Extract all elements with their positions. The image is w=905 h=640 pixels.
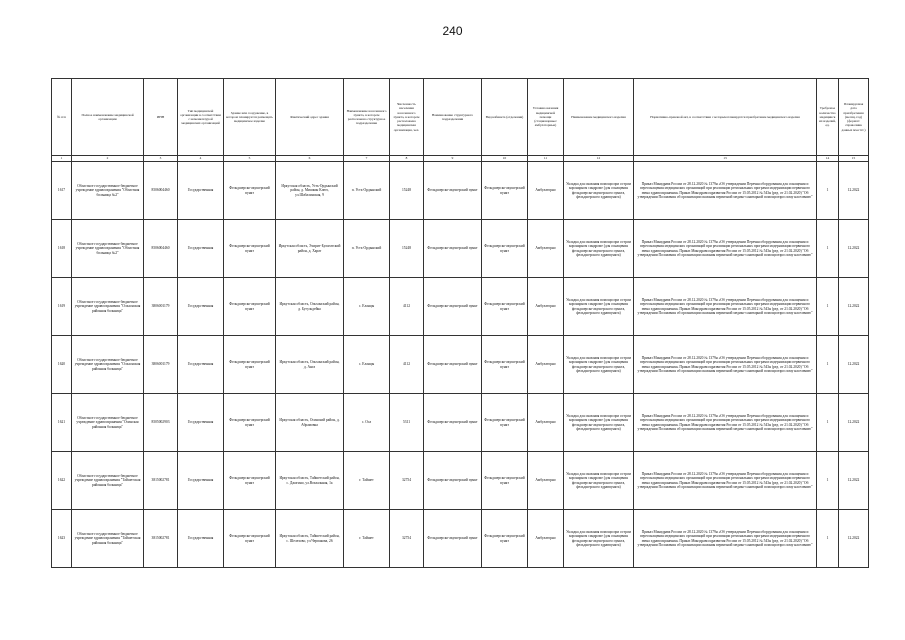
population: 4112 bbox=[390, 336, 424, 394]
row-number: 1619 bbox=[52, 278, 72, 336]
structural-unit: Фельдшерско-акушерский пункт bbox=[424, 510, 482, 568]
structural-unit: Фельдшерско-акушерский пункт bbox=[424, 220, 482, 278]
regulation: Приказ Минздрава России от 28.12.2020 № 1379н «Об утверждении Перечня оборудования для оснащения и переоснащения медицинских организаций при реализации региональных программ модернизации первичного звена здравоохранения» Приказ Минздравсоцразвития России от 15.05.2012 № 543н (ред. от 21.02.2020) "Об утверждении Положения об организации оказания первичной медико-санитарной помощи взрослому населению" bbox=[634, 278, 817, 336]
header-cell: Вид кабинета (отделения) bbox=[482, 79, 528, 156]
inn: 8506004460 bbox=[144, 162, 178, 220]
organization-name: Областное государственное бюджетное учреждение здравоохранения "Областная больница №2" bbox=[72, 220, 144, 278]
address: Иркутская область, Эхирит-Булагатский район, д. Харат bbox=[276, 220, 344, 278]
inn: 3806001179 bbox=[144, 336, 178, 394]
table-header-row bbox=[52, 79, 869, 156]
structural-unit: Фельдшерско-акушерский пункт bbox=[424, 162, 482, 220]
table-row bbox=[52, 162, 869, 220]
organization-name: Областное государственное бюджетное учреждение здравоохранения "Ольхонская районная больница" bbox=[72, 336, 144, 394]
header-cell: Тип медицинской организации в соответствии с номенклатурой медицинских организаций bbox=[178, 79, 224, 156]
cabinet-type: Фельдшерско-акушерский пункт bbox=[482, 452, 528, 510]
row-number: 1617 bbox=[52, 162, 72, 220]
structural-unit: Фельдшерско-акушерский пункт bbox=[424, 452, 482, 510]
locality: п. Усть-Ордынский bbox=[344, 162, 390, 220]
column-number: 3 bbox=[144, 156, 178, 162]
row-number: 1623 bbox=[52, 510, 72, 568]
quantity: 1 bbox=[817, 510, 839, 568]
locality: с. Оса bbox=[344, 394, 390, 452]
quantity: 1 bbox=[817, 278, 839, 336]
inn: 8505002903 bbox=[144, 394, 178, 452]
building: Фельдшерско-акушерский пункт bbox=[224, 394, 276, 452]
column-number: 2 bbox=[72, 156, 144, 162]
column-number: 7 bbox=[344, 156, 390, 162]
care-conditions: Амбулаторно bbox=[528, 162, 564, 220]
column-number: 1 bbox=[52, 156, 72, 162]
population: 4112 bbox=[390, 278, 424, 336]
population: 32754 bbox=[390, 510, 424, 568]
device-name: Укладка для оказания помощи при остром коронарном синдроме (для оснащения фельдшерско-акушерского пункта, фельдшерского здравпункта) bbox=[564, 220, 634, 278]
organization-type: Государственная bbox=[178, 336, 224, 394]
row-number: 1620 bbox=[52, 336, 72, 394]
row-number: 1622 bbox=[52, 452, 72, 510]
table-row bbox=[52, 510, 869, 568]
row-number: 1618 bbox=[52, 220, 72, 278]
population: 15248 bbox=[390, 162, 424, 220]
inn: 3815002781 bbox=[144, 452, 178, 510]
cabinet-type: Фельдшерско-акушерский пункт bbox=[482, 336, 528, 394]
cabinet-type: Фельдшерско-акушерский пункт bbox=[482, 278, 528, 336]
header-cell: Здание или сооружение, в котором планируется размещать медицинское изделие bbox=[224, 79, 276, 156]
locality: г. Тайшет bbox=[344, 452, 390, 510]
address: Иркутская область, Осинский район, д. Абрамовка bbox=[276, 394, 344, 452]
header-cell: Фактический адрес здания bbox=[276, 79, 344, 156]
quantity: 1 bbox=[817, 452, 839, 510]
structural-unit: Фельдшерско-акушерский пункт bbox=[424, 336, 482, 394]
page-number: 240 bbox=[442, 24, 463, 38]
header-cell: № п/п bbox=[52, 79, 72, 156]
column-number: 8 bbox=[390, 156, 424, 162]
care-conditions: Амбулаторно bbox=[528, 220, 564, 278]
purchase-date: 12.2022 bbox=[839, 452, 869, 510]
organization-name: Областное государственное бюджетное учреждение здравоохранения "Ольхонская районная больница" bbox=[72, 278, 144, 336]
organization-name: Областное государственное бюджетное учреждение здравоохранения "Осинская районная больница" bbox=[72, 394, 144, 452]
equipment-table bbox=[51, 78, 869, 568]
address: Иркутская область, Ольхонский район, д. Бугульдейка bbox=[276, 278, 344, 336]
purchase-date: 12.2022 bbox=[839, 510, 869, 568]
inn: 3806001179 bbox=[144, 278, 178, 336]
building: Фельдшерско-акушерский пункт bbox=[224, 220, 276, 278]
locality: г. Тайшет bbox=[344, 510, 390, 568]
building: Фельдшерско-акушерский пункт bbox=[224, 336, 276, 394]
regulation: Приказ Минздрава России от 28.12.2020 № 1379н «Об утверждении Перечня оборудования для оснащения и переоснащения медицинских организаций при реализации региональных программ модернизации первичного звена здравоохранения» Приказ Минздравсоцразвития России от 15.05.2012 № 543н (ред. от 21.02.2020) "Об утверждении Положения об организации оказания первичной медико-санитарной помощи взрослому населению" bbox=[634, 394, 817, 452]
locality: п. Усть-Ордынский bbox=[344, 220, 390, 278]
purchase-date: 12.2022 bbox=[839, 220, 869, 278]
column-number: 11 bbox=[528, 156, 564, 162]
building: Фельдшерско-акушерский пункт bbox=[224, 452, 276, 510]
header-cell: Наименование структурного подразделения bbox=[424, 79, 482, 156]
address: Иркутская область, Тайшетский район, с. Джогино, ул.Вокзальная, 1а bbox=[276, 452, 344, 510]
header-cell: Планируемая дата приобретения (месяц, год) (формат: справочник данных мм.гггг.) bbox=[839, 79, 869, 156]
address: Иркутская область, Тайшетский район, с. Шелехово, ул.Черпакова, 26 bbox=[276, 510, 344, 568]
population: 15248 bbox=[390, 220, 424, 278]
organization-type: Государственная bbox=[178, 510, 224, 568]
organization-name: Областное государственное бюджетное учреждение здравоохранения "Областная больница №2" bbox=[72, 162, 144, 220]
header-cell: Требуемое количество медицинских изделий, ед. bbox=[817, 79, 839, 156]
header-cell: Численность населения населенного пункта, в котором расположена медицинская организация, чел. bbox=[390, 79, 424, 156]
inn: 3815002781 bbox=[144, 510, 178, 568]
header-cell: Наименование медицинского изделия bbox=[564, 79, 634, 156]
column-number: 13 bbox=[634, 156, 817, 162]
care-conditions: Амбулаторно bbox=[528, 394, 564, 452]
organization-type: Государственная bbox=[178, 220, 224, 278]
device-name: Укладка для оказания помощи при остром коронарном синдроме (для оснащения фельдшерско-акушерского пункта, фельдшерского здравпункта) bbox=[564, 510, 634, 568]
cabinet-type: Фельдшерско-акушерский пункт bbox=[482, 510, 528, 568]
device-name: Укладка для оказания помощи при остром коронарном синдроме (для оснащения фельдшерско-акушерского пункта, фельдшерского здравпункта) bbox=[564, 452, 634, 510]
care-conditions: Амбулаторно bbox=[528, 336, 564, 394]
device-name: Укладка для оказания помощи при остром коронарном синдроме (для оснащения фельдшерско-акушерского пункта, фельдшерского здравпункта) bbox=[564, 394, 634, 452]
structural-unit: Фельдшерско-акушерский пункт bbox=[424, 394, 482, 452]
cabinet-type: Фельдшерско-акушерский пункт bbox=[482, 162, 528, 220]
building: Фельдшерско-акушерский пункт bbox=[224, 278, 276, 336]
column-number: 15 bbox=[839, 156, 869, 162]
organization-name: Областное государственное бюджетное учреждение здравоохранения "Тайшетская районная больница" bbox=[72, 452, 144, 510]
quantity: 1 bbox=[817, 220, 839, 278]
column-number: 9 bbox=[424, 156, 482, 162]
column-number: 10 bbox=[482, 156, 528, 162]
purchase-date: 12.2022 bbox=[839, 278, 869, 336]
organization-type: Государственная bbox=[178, 278, 224, 336]
care-conditions: Амбулаторно bbox=[528, 510, 564, 568]
column-number: 6 bbox=[276, 156, 344, 162]
organization-type: Государственная bbox=[178, 452, 224, 510]
table-row bbox=[52, 220, 869, 278]
column-number: 12 bbox=[564, 156, 634, 162]
header-cell: Наименование населенного пункта, в котором расположено структурное подразделение bbox=[344, 79, 390, 156]
structural-unit: Фельдшерско-акушерский пункт bbox=[424, 278, 482, 336]
locality: с. Еланцы bbox=[344, 278, 390, 336]
organization-name: Областное государственное бюджетное учреждение здравоохранения "Тайшетская районная больница" bbox=[72, 510, 144, 568]
population: 5311 bbox=[390, 394, 424, 452]
regulation: Приказ Минздрава России от 28.12.2020 № 1379н «Об утверждении Перечня оборудования для оснащения и переоснащения медицинских организаций при реализации региональных программ модернизации первичного звена здравоохранения» Приказ Минздравсоцразвития России от 15.05.2012 № 543н (ред. от 21.02.2020) "Об утверждении Положения об организации оказания первичной медико-санитарной помощи взрослому населению" bbox=[634, 220, 817, 278]
care-conditions: Амбулаторно bbox=[528, 452, 564, 510]
cabinet-type: Фельдшерско-акушерский пункт bbox=[482, 394, 528, 452]
purchase-date: 12.2022 bbox=[839, 394, 869, 452]
device-name: Укладка для оказания помощи при остром коронарном синдроме (для оснащения фельдшерско-акушерского пункта, фельдшерского здравпункта) bbox=[564, 162, 634, 220]
locality: с. Еланцы bbox=[344, 336, 390, 394]
quantity: 1 bbox=[817, 336, 839, 394]
table-row bbox=[52, 336, 869, 394]
building: Фельдшерско-акушерский пункт bbox=[224, 162, 276, 220]
purchase-date: 12.2022 bbox=[839, 336, 869, 394]
header-cell: Полное наименование медицинской организации bbox=[72, 79, 144, 156]
organization-type: Государственная bbox=[178, 394, 224, 452]
table-row bbox=[52, 394, 869, 452]
regulation: Приказ Минздрава России от 28.12.2020 № 1379н «Об утверждении Перечня оборудования для оснащения и переоснащения медицинских организаций при реализации региональных программ модернизации первичного звена здравоохранения» Приказ Минздравсоцразвития России от 15.05.2012 № 543н (ред. от 21.02.2020) "Об утверждении Положения об организации оказания первичной медико-санитарной помощи взрослому населению" bbox=[634, 162, 817, 220]
regulation: Приказ Минздрава России от 28.12.2020 № 1379н «Об утверждении Перечня оборудования для оснащения и переоснащения медицинских организаций при реализации региональных программ модернизации первичного звена здравоохранения» Приказ Минздравсоцразвития России от 15.05.2012 № 543н (ред. от 21.02.2020) "Об утверждении Положения об организации оказания первичной медико-санитарной помощи взрослому населению" bbox=[634, 510, 817, 568]
table-row bbox=[52, 452, 869, 510]
quantity: 1 bbox=[817, 394, 839, 452]
column-number: 14 bbox=[817, 156, 839, 162]
purchase-date: 12.2022 bbox=[839, 162, 869, 220]
address: Иркутская область, Ольхонский район, д. Анга bbox=[276, 336, 344, 394]
quantity: 1 bbox=[817, 162, 839, 220]
column-number: 5 bbox=[224, 156, 276, 162]
care-conditions: Амбулаторно bbox=[528, 278, 564, 336]
address: Иркутская область, Усть-Ордынский район, д. Мишкин Ключ, ул.Шабалинская, 9 bbox=[276, 162, 344, 220]
header-cell: Условия оказания медицинской помощи (стационарные/амбулаторные) bbox=[528, 79, 564, 156]
inn: 8506004460 bbox=[144, 220, 178, 278]
building: Фельдшерско-акушерский пункт bbox=[224, 510, 276, 568]
organization-type: Государственная bbox=[178, 162, 224, 220]
regulation: Приказ Минздрава России от 28.12.2020 № 1379н «Об утверждении Перечня оборудования для оснащения и переоснащения медицинских организаций при реализации региональных программ модернизации первичного звена здравоохранения» Приказ Минздравсоцразвития России от 15.05.2012 № 543н (ред. от 21.02.2020) "Об утверждении Положения об организации оказания первичной медико-санитарной помощи взрослому населению" bbox=[634, 336, 817, 394]
header-cell: Нормативно-правовой акт, в соответствии с которым планируется приобретение медицинского изделия bbox=[634, 79, 817, 156]
population: 32754 bbox=[390, 452, 424, 510]
device-name: Укладка для оказания помощи при остром коронарном синдроме (для оснащения фельдшерско-акушерского пункта, фельдшерского здравпункта) bbox=[564, 278, 634, 336]
header-cell: ИНН bbox=[144, 79, 178, 156]
table-row bbox=[52, 278, 869, 336]
cabinet-type: Фельдшерско-акушерский пункт bbox=[482, 220, 528, 278]
regulation: Приказ Минздрава России от 28.12.2020 № 1379н «Об утверждении Перечня оборудования для оснащения и переоснащения медицинских организаций при реализации региональных программ модернизации первичного звена здравоохранения» Приказ Минздравсоцразвития России от 15.05.2012 № 543н (ред. от 21.02.2020) "Об утверждении Положения об организации оказания первичной медико-санитарной помощи взрослому населению" bbox=[634, 452, 817, 510]
row-number: 1621 bbox=[52, 394, 72, 452]
device-name: Укладка для оказания помощи при остром коронарном синдроме (для оснащения фельдшерско-акушерского пункта, фельдшерского здравпункта) bbox=[564, 336, 634, 394]
column-number: 4 bbox=[178, 156, 224, 162]
